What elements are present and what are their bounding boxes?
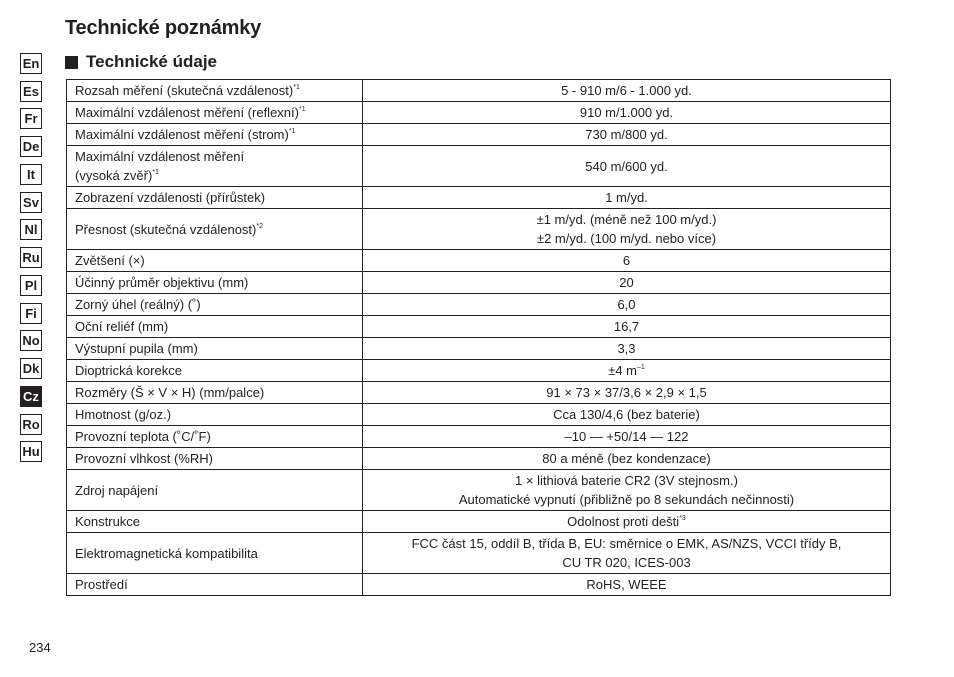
language-tab-no[interactable]: No [20,330,42,351]
spec-parameter [67,404,363,426]
spec-parameter [67,360,363,382]
page-title: Technické poznámky [65,17,262,39]
value-text: 910 m/1.000 yd. [579,105,674,120]
spec-parameter [67,209,363,250]
value-text: 6 [622,253,631,268]
table-row [67,294,891,316]
value-text: 5 - 910 m/6 - 1.000 yd. [561,83,692,98]
spec-parameter [67,470,363,511]
parameter-text: Výstupní pupila (mm) [75,341,198,356]
value-text: FCC část 15, oddíl B, třída B, EU: směrnice o EMK, AS/NZS, VCCI třídy B, [411,536,842,551]
value-text: 91 × 73 × 37/3,6 × 2,9 × 1,5 [546,385,707,400]
language-tab-en[interactable]: En [20,53,42,74]
table-row [67,102,891,124]
spec-value [363,470,891,511]
spec-value [363,511,891,533]
language-tab-hu[interactable]: Hu [20,441,42,462]
section-heading [65,51,217,73]
spec-value [363,209,891,250]
language-tab-fr[interactable]: Fr [20,108,42,129]
value-text: ±2 m/yd. (100 m/yd. nebo více) [536,231,717,246]
value-text: 80 a méně (bez kondenzace) [542,451,711,466]
spec-value [363,426,891,448]
parameter-text: Maximální vzdálenost měření (strom) [75,127,289,142]
spec-parameter [67,146,363,187]
footnote-marker: *1 [298,106,306,113]
value-text: ±4 m [608,363,637,378]
language-tab-ru[interactable]: Ru [20,247,42,268]
footnote-marker: *1 [152,169,159,176]
footnote-marker: *1 [288,128,296,135]
parameter-text: Přesnost (skutečná vzdálenost) [75,221,257,237]
spec-value [363,250,891,272]
spec-parameter [67,80,363,102]
spec-parameter [67,187,363,209]
parameter-text: Zvětšení (×) [75,253,145,268]
parameter-text: Hmotnost (g/oz.) [75,407,172,422]
table-row [67,470,891,511]
section-heading-label: Technické údaje [86,52,218,71]
parameter-text: (vysoká zvěř) [75,168,153,183]
value-text: 540 m/600 yd. [585,158,668,174]
table-row [67,250,891,272]
table-row [67,209,891,250]
value-text: ±1 m/yd. (méně než 100 m/yd.) [536,212,717,227]
spec-value [363,533,891,574]
spec-value [363,146,891,187]
value-text: CU TR 020, ICES-003 [562,555,691,570]
parameter-text: Maximální vzdálenost měření [75,149,245,164]
spec-value [363,124,891,146]
table-row [67,338,891,360]
spec-value [363,338,891,360]
table-row [67,187,891,209]
spec-parameter [67,272,363,294]
value-text: –10 — +50/14 — 122 [564,429,689,444]
spec-parameter [67,574,363,596]
value-text: 1 × lithiová baterie CR2 (3V stejnosm.) [515,473,738,488]
table-row [67,426,891,448]
spec-parameter [67,448,363,470]
language-tab-es[interactable]: Es [20,81,42,102]
spec-parameter [67,533,363,574]
footnote-marker: *2 [256,222,263,230]
language-tab-cz[interactable]: Cz [20,386,42,407]
language-tab-ro[interactable]: Ro [20,414,42,435]
spec-value [363,187,891,209]
value-text: RoHS, WEEE [586,577,667,592]
value-text: 16,7 [613,319,640,334]
value-text: Cca 130/4,6 (bez baterie) [553,407,700,422]
spec-value [363,102,891,124]
value-superscript: *3 [679,515,686,522]
footnote-marker: *1 [293,84,300,91]
table-row [67,382,891,404]
language-tab-it[interactable]: It [20,164,42,185]
spec-value [363,316,891,338]
spec-parameter [67,102,363,124]
spec-parameter [67,511,363,533]
square-bullet-icon [65,56,78,69]
parameter-text: Provozní vlhkost (%RH) [75,451,213,466]
parameter-text: Maximální vzdálenost měření (reflexní) [75,105,299,120]
spec-value [363,294,891,316]
parameter-text: Dioptrická korekce [75,363,182,378]
parameter-text: Konstrukce [75,514,141,529]
language-tab-fi[interactable]: Fi [20,303,42,324]
table-row [67,124,891,146]
spec-parameter [67,250,363,272]
spec-value [363,382,891,404]
table-row [67,360,891,382]
value-text: Odolnost proti dešti [567,514,680,529]
table-row [67,533,891,574]
spec-value [363,574,891,596]
parameter-text: Provozní teplota (˚C/˚F) [75,429,211,444]
value-text: 3,3 [617,341,636,356]
language-tab-sv[interactable]: Sv [20,192,42,213]
parameter-text: Rozměry (Š × V × H) (mm/palce) [75,385,265,400]
value-text: 1 m/yd. [605,190,648,205]
parameter-text: Rozsah měření (skutečná vzdálenost) [75,83,294,98]
page-number: 234 [29,640,51,655]
spec-parameter [67,294,363,316]
table-row [67,574,891,596]
spec-parameter [67,382,363,404]
spec-value [363,80,891,102]
value-text: 6,0 [617,297,636,312]
table-row [67,448,891,470]
spec-parameter [67,338,363,360]
table-row [67,272,891,294]
spec-parameter [67,426,363,448]
spec-value [363,448,891,470]
parameter-text: Zdroj napájení [75,482,159,498]
table-row [67,80,891,102]
spec-value [363,360,891,382]
specifications-table [66,79,891,596]
table-row [67,511,891,533]
spec-value [363,404,891,426]
table-row [67,146,891,187]
value-text: Automatické vypnutí (přibližně po 8 sekundách nečinnosti) [458,492,795,507]
spec-parameter [67,316,363,338]
language-tab-de[interactable]: De [20,136,42,157]
spec-parameter [67,124,363,146]
table-row [67,316,891,338]
parameter-text: Oční reliéf (mm) [75,319,169,334]
parameter-text: Zorný úhel (reálný) (˚) [75,297,201,312]
parameter-text: Elektromagnetická kompatibilita [75,545,258,561]
table-row [67,404,891,426]
language-tab-pl[interactable]: Pl [20,275,42,296]
spec-value [363,272,891,294]
value-superscript: –1 [637,364,645,371]
language-tab-nl[interactable]: Nl [20,219,42,240]
parameter-text: Účinný průměr objektivu (mm) [75,275,249,290]
value-text: 730 m/800 yd. [585,127,668,142]
parameter-text: Prostředí [75,577,128,592]
language-tab-dk[interactable]: Dk [20,358,42,379]
value-text: 20 [619,275,634,290]
parameter-text: Zobrazení vzdálenosti (přírůstek) [75,190,266,205]
